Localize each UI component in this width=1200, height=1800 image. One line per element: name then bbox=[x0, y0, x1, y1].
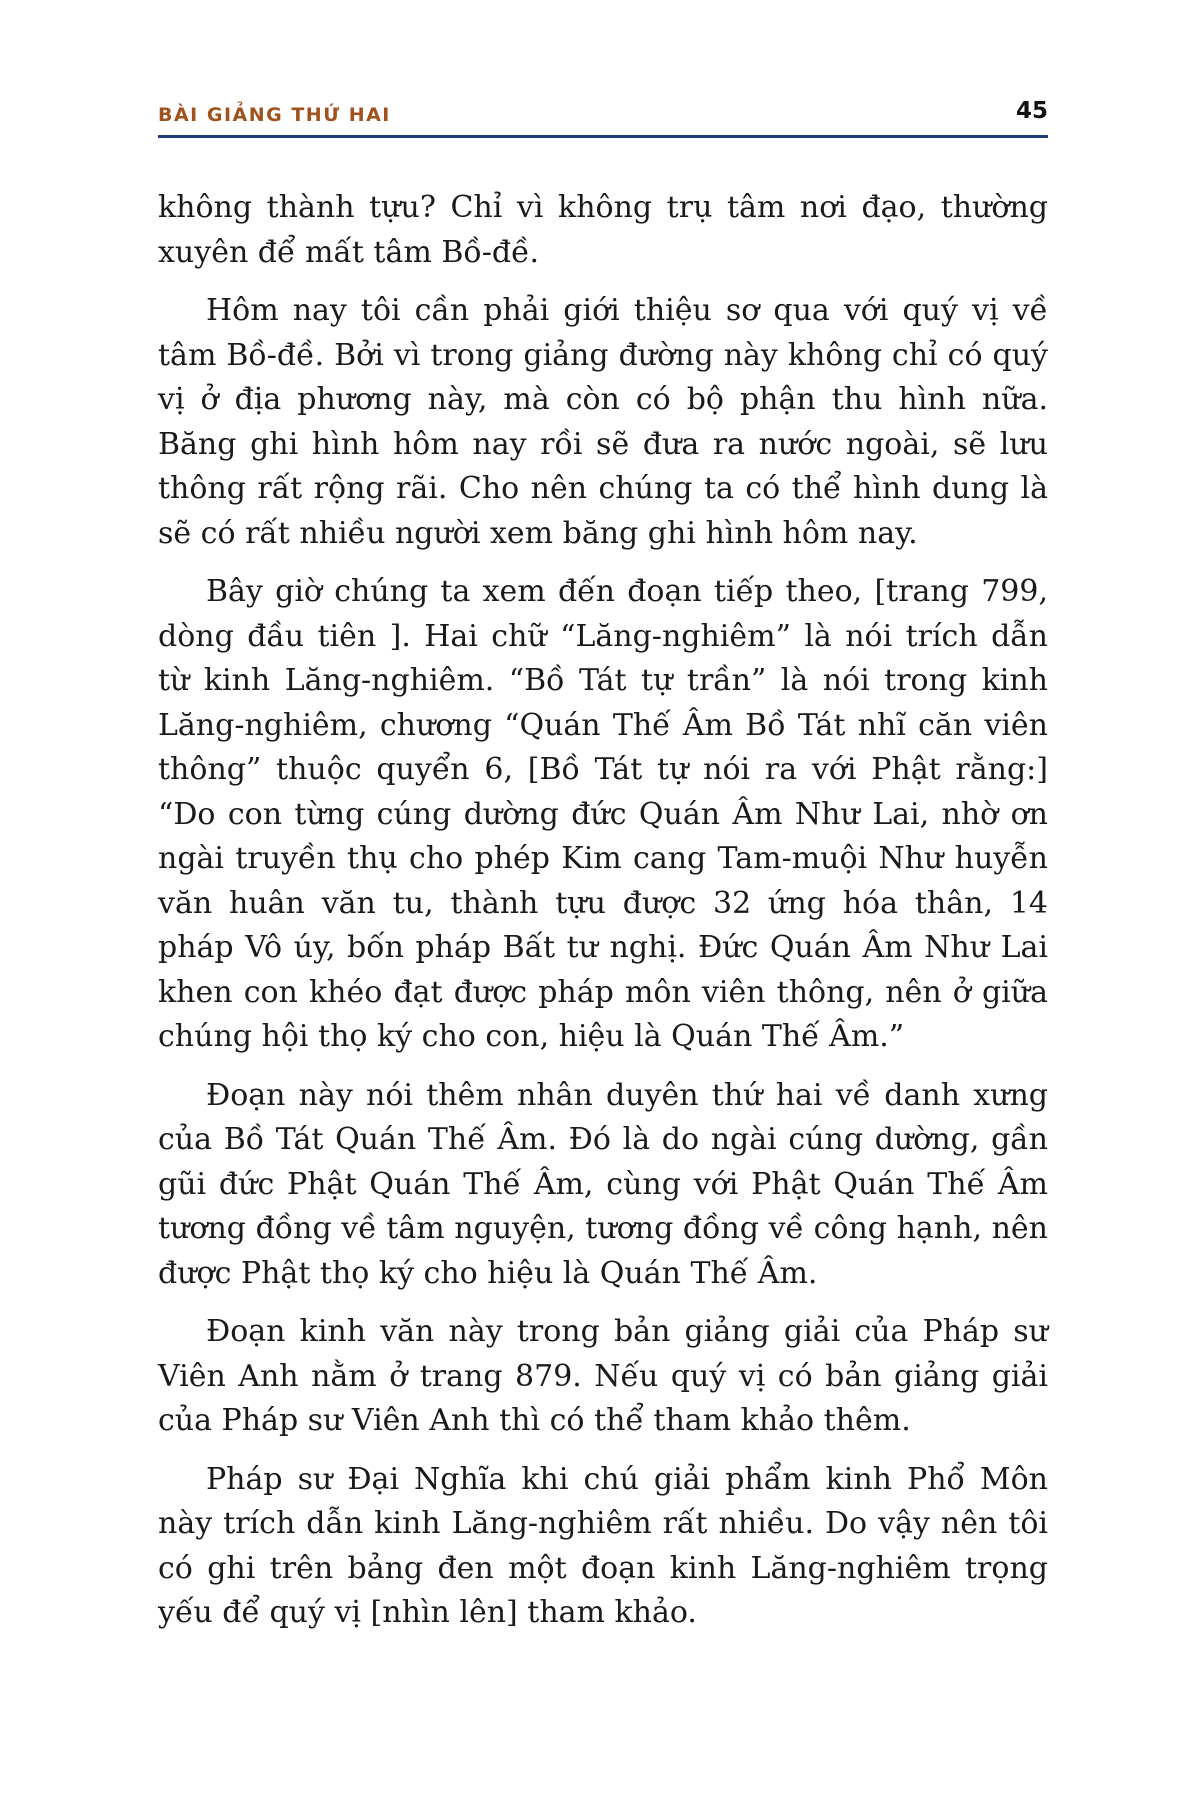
paragraph-continued: không thành tựu? Chỉ vì không trụ tâm nơi đạo, thường xuyên để mất tâm Bồ-đề. bbox=[158, 190, 1048, 270]
section-title: BÀI GIẢNG THỨ HAI bbox=[158, 104, 391, 126]
paragraph: Đoạn kinh văn này trong bản giảng giải của Pháp sư Viên Anh nằm ở trang 879. Nếu quý vị có bản giảng giải của Pháp sư Viên Anh thì có thể tham khảo thêm. bbox=[158, 1314, 1048, 1438]
paragraph: Bây giờ chúng ta xem đến đoạn tiếp theo, [trang 799, dòng đầu tiên ]. Hai chữ “Lăng-nghiêm” là nói trích dẫn từ kinh Lăng-nghiêm. “Bồ Tát tự trần” là nói trong kinh Lăng-nghiêm, chương “Quán Thế Âm Bồ Tát nhĩ căn viên thông” thuộc quyển 6, [Bồ Tát tự nói ra với Phật rằng:] “Do con từng cúng dường đức Quán Âm Như Lai, nhờ ơn ngài truyền thụ cho phép Kim cang Tam-muội Như huyễn văn huân văn tu, thành tựu được 32 ứng hóa thân, 14 pháp Vô úy, bốn pháp Bất tư nghị. Đức Quán Âm Như Lai khen con khéo đạt được pháp môn viên thông, nên ở giữa chúng hội thọ ký cho con, hiệu là Quán Thế Âm.” bbox=[158, 574, 1048, 1054]
paragraph: Pháp sư Đại Nghĩa khi chú giải phẩm kinh Phổ Môn này trích dẫn kinh Lăng-nghiêm rất nhiều. Do vậy nên tôi có ghi trên bảng đen một đoạn kinh Lăng-nghiêm trọng yếu để quý vị [nhìn lên] tham khảo. bbox=[158, 1461, 1048, 1630]
header-rule bbox=[158, 135, 1048, 138]
page-number: 45 bbox=[1015, 98, 1048, 124]
paragraph: Đoạn này nói thêm nhân duyên thứ hai về danh xưng của Bồ Tát Quán Thế Âm. Đó là do ngài cúng dường, gần gũi đức Phật Quán Thế Âm, cùng với Phật Quán Thế Âm tương đồng về tâm nguyện, tương đồng về công hạnh, nên được Phật thọ ký cho hiệu là Quán Thế Âm. bbox=[158, 1077, 1048, 1291]
running-header bbox=[158, 96, 1048, 136]
paragraph: Hôm nay tôi cần phải giới thiệu sơ qua với quý vị về tâm Bồ-đề. Bởi vì trong giảng đường này không chỉ có quý vị ở địa phương này, mà còn có bộ phận thu hình nữa. Băng ghi hình hôm nay rồi sẽ đưa ra nước ngoài, sẽ lưu thông rất rộng rãi. Cho nên chúng ta có thể hình dung là sẽ có rất nhiều người xem băng ghi hình hôm nay. bbox=[158, 293, 1048, 551]
body-text bbox=[158, 186, 1048, 1650]
